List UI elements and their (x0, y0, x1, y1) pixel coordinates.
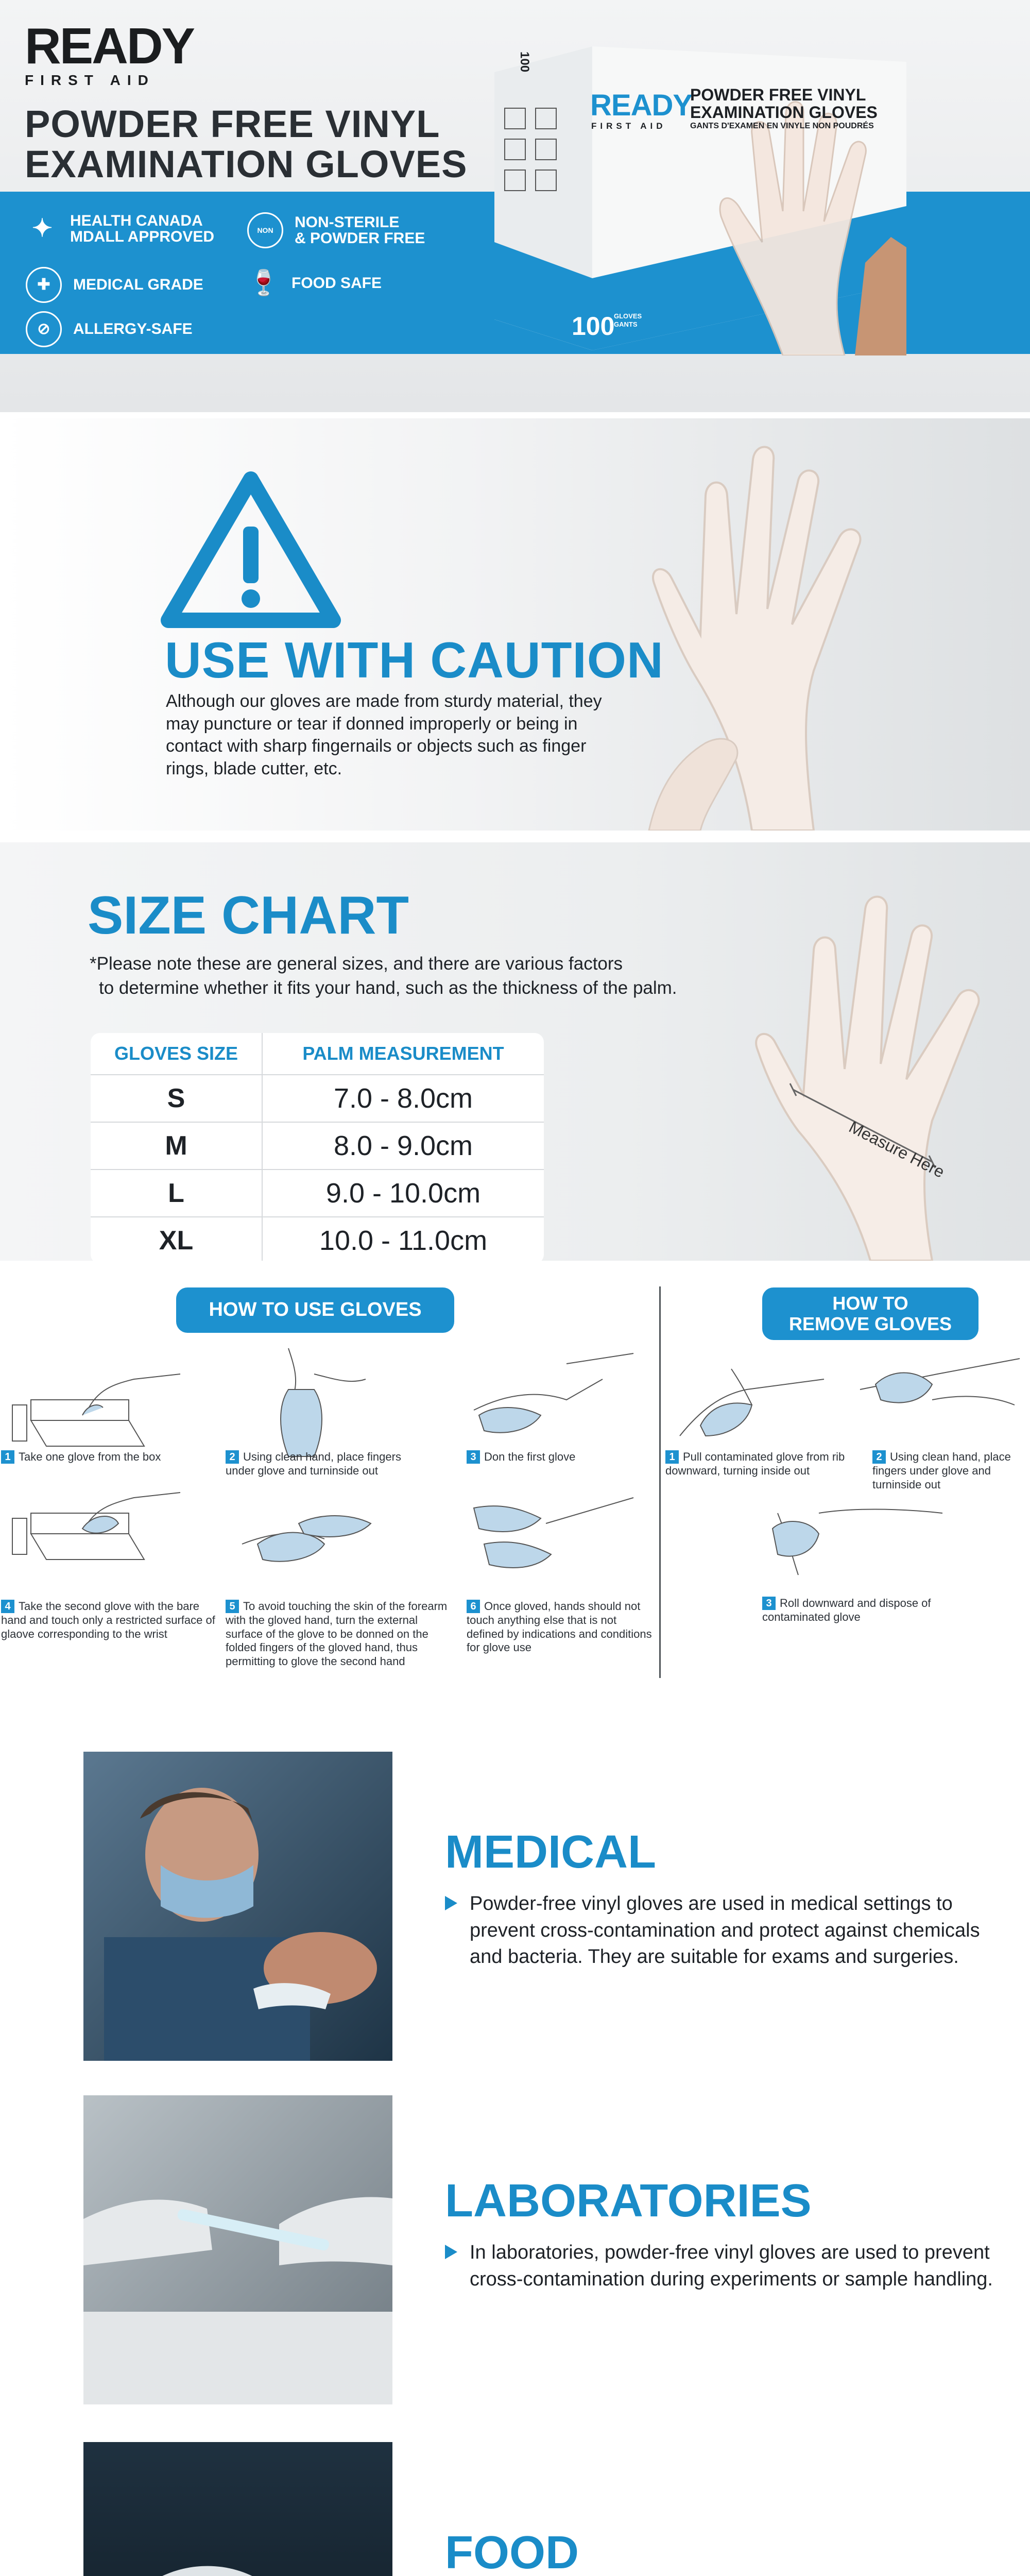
feature-health-canada (26, 212, 214, 245)
remove-step-2 (872, 1450, 1027, 1492)
use-text-medical (445, 1891, 1000, 1971)
step-1-illustration (10, 1359, 185, 1462)
use-step-3 (467, 1450, 652, 1464)
how-to-use-title-text: HOW TO USE GLOVES (209, 1299, 422, 1321)
table-row (91, 1122, 544, 1170)
glove-hand-image (618, 429, 937, 831)
use-step-2 (226, 1450, 416, 1478)
use-title-food: FOOD (445, 2527, 579, 2576)
size-chart-section (0, 842, 1030, 1261)
use-title-medical: MEDICAL (445, 1826, 656, 1878)
size-cell: L (91, 1170, 262, 1217)
feature-label: FOOD SAFE (291, 275, 382, 292)
bullet-arrow-icon (445, 2245, 457, 2259)
allergy-safe-icon: ⊘ (26, 311, 62, 347)
step-number: 3 (467, 1450, 480, 1464)
box-count: 100 (572, 312, 615, 341)
box-count-label-2: GANTS (614, 320, 638, 328)
how-to-remove-title-line1: HOW TO (832, 1293, 908, 1314)
brand-sub: FIRST AID (25, 72, 155, 88)
size-cell: S (91, 1075, 262, 1122)
box-title-line1: POWDER FREE VINYL (690, 86, 866, 104)
hero-section (0, 0, 1030, 412)
remove-step-3 (762, 1597, 937, 1624)
use-step-1 (1, 1450, 217, 1464)
product-title (25, 104, 467, 184)
step-text: Roll downward and dispose of contaminated glove (762, 1597, 931, 1623)
use-case-laboratories (0, 2095, 1030, 2404)
table-row (91, 1075, 544, 1122)
use-text: In laboratories, powder-free vinyl gloves are used to prevent cross-contamination during experiments or sample handling. (470, 2242, 993, 2290)
medical-photo (83, 1752, 392, 2061)
feature-label: HEALTH CANADA (70, 212, 203, 229)
table-row (91, 1170, 544, 1217)
use-case-medical (0, 1752, 1030, 2061)
palm-cell: 10.0 - 11.0cm (262, 1217, 544, 1261)
caution-title: USE WITH CAUTION (165, 632, 664, 688)
how-to-section (0, 1261, 1030, 1704)
step-number: 6 (467, 1600, 480, 1613)
size-cell: XL (159, 1226, 194, 1256)
box-count-label (614, 312, 642, 328)
brand-name: READY (25, 18, 194, 74)
step-text: Once gloved, hands should not touch anything else that is not defined by indications and conditions for glove use (467, 1600, 652, 1654)
step-text: Using clean hand, place fingers under glove and turninside out (872, 1450, 1011, 1491)
use-step-6 (467, 1600, 652, 1655)
box-count-label-1: GLOVES (614, 312, 642, 320)
size-cell: M (91, 1122, 262, 1170)
box-side-count: 100 (518, 52, 531, 73)
palm-cell: 9.0 - 10.0cm (262, 1170, 544, 1217)
box-brand-sub: FIRST AID (591, 121, 666, 131)
step-text: Take one glove from the box (19, 1450, 161, 1463)
use-text: Powder-free vinyl gloves are used in medical settings to prevent cross-contamination and protect against chemicals and bacteria. They are suitable for exams and surgeries. (470, 1893, 980, 1968)
size-chart-title: SIZE CHART (88, 886, 409, 945)
feature-label-2: MDALL APPROVED (70, 228, 215, 245)
step-text: Pull contaminated glove from rib downward, turning inside out (665, 1450, 845, 1477)
laboratories-photo (83, 2095, 392, 2404)
step-number: 3 (762, 1597, 776, 1610)
box-brand: READY (590, 89, 693, 122)
feature-non-sterile (247, 212, 425, 248)
step-5-illustration (237, 1482, 391, 1585)
use-step-5 (226, 1600, 452, 1669)
maple-leaf-icon: ✦ (31, 214, 53, 242)
feature-food-safe (247, 267, 382, 300)
food-safe-icon: 🍷 (248, 269, 279, 297)
box-title (690, 87, 878, 131)
step-number: 4 (1, 1600, 14, 1613)
product-box-image (494, 41, 906, 355)
size-chart-table (91, 1033, 544, 1261)
step-number: 1 (665, 1450, 679, 1464)
use-text-laboratories (445, 2240, 1000, 2293)
how-to-remove-title (762, 1287, 978, 1340)
column-header-palm: PALM MEASUREMENT (262, 1033, 544, 1075)
product-title-line2: EXAMINATION GLOVES (25, 142, 468, 185)
size-chart-note (90, 952, 775, 1001)
warning-icon (161, 470, 341, 630)
box-title-fr: GANTS D'EXAMEN EN VINYLE NON POUDRÉS (690, 122, 874, 131)
remove-step-1 (665, 1450, 861, 1478)
caution-text: Although our gloves are made from sturdy material, they may puncture or tear if donned improperly or being in contact with sharp fingernails or objects such as finger rings, blade cutter, etc. (166, 691, 602, 778)
caution-section (0, 418, 1030, 831)
feature-medical-grade (26, 267, 203, 303)
table-row (91, 1217, 544, 1261)
bullet-arrow-icon (445, 1896, 457, 1910)
palm-cell: 8.0 - 9.0cm (262, 1122, 544, 1170)
size-chart-note-line2: to determine whether it fits your hand, such as the thickness of the palm. (99, 978, 677, 998)
section-divider (659, 1286, 661, 1678)
food-photo (83, 2442, 392, 2576)
step-number: 5 (226, 1600, 239, 1613)
step-3-illustration (464, 1348, 639, 1462)
medical-cross-icon: ✚ (26, 267, 62, 303)
box-title-line2: EXAMINATION GLOVES (690, 103, 878, 122)
brand-logo (25, 18, 194, 88)
feature-allergy-safe (26, 311, 193, 347)
product-title-line1: POWDER FREE VINYL (25, 103, 440, 145)
feature-label: ALLERGY-SAFE (73, 320, 193, 338)
how-to-use-title (176, 1287, 454, 1333)
non-sterile-icon: NON (247, 212, 283, 248)
step-text: To avoid touching the skin of the forearm with the gloved hand, turn the external surface of the glove to be donned on the folded fingers of the gloved hand, thus permitting to glove the second hand (226, 1600, 448, 1668)
step-text: Take the second glove with the bare hand and touch only a restricted surface of glaove corresponding to the wrist (1, 1600, 215, 1640)
feature-label-2: & POWDER FREE (295, 230, 425, 247)
how-to-remove-title-line2: REMOVE GLOVES (788, 1313, 952, 1334)
step-text: Using clean hand, place fingers under glove and turninside out (226, 1450, 401, 1477)
remove-step-3-illustration (762, 1482, 948, 1585)
step-6-illustration (464, 1477, 639, 1580)
measure-here-label: Measure Here (846, 1117, 948, 1182)
step-2-illustration (237, 1343, 371, 1467)
feature-label: NON-STERILE (295, 213, 400, 231)
measure-hand-image (736, 873, 1025, 1261)
palm-cell: 7.0 - 8.0cm (262, 1075, 544, 1122)
column-header-size: GLOVES SIZE (91, 1033, 262, 1075)
feature-label: MEDICAL GRADE (73, 276, 203, 294)
use-step-4 (1, 1600, 217, 1641)
step-4-illustration (10, 1487, 185, 1580)
step-number: 2 (226, 1450, 239, 1464)
step-number: 1 (1, 1450, 14, 1464)
remove-step-2-illustration (855, 1338, 1025, 1451)
step-text: Don the first glove (484, 1450, 576, 1463)
use-case-food (0, 2442, 1030, 2576)
use-title-laboratories: LABORATORIES (445, 2175, 812, 2227)
size-chart-note-line1: *Please note these are general sizes, and there are various factors (90, 954, 623, 974)
step-number: 2 (872, 1450, 886, 1464)
table-header-row (91, 1033, 544, 1075)
remove-step-1-illustration (670, 1348, 834, 1462)
